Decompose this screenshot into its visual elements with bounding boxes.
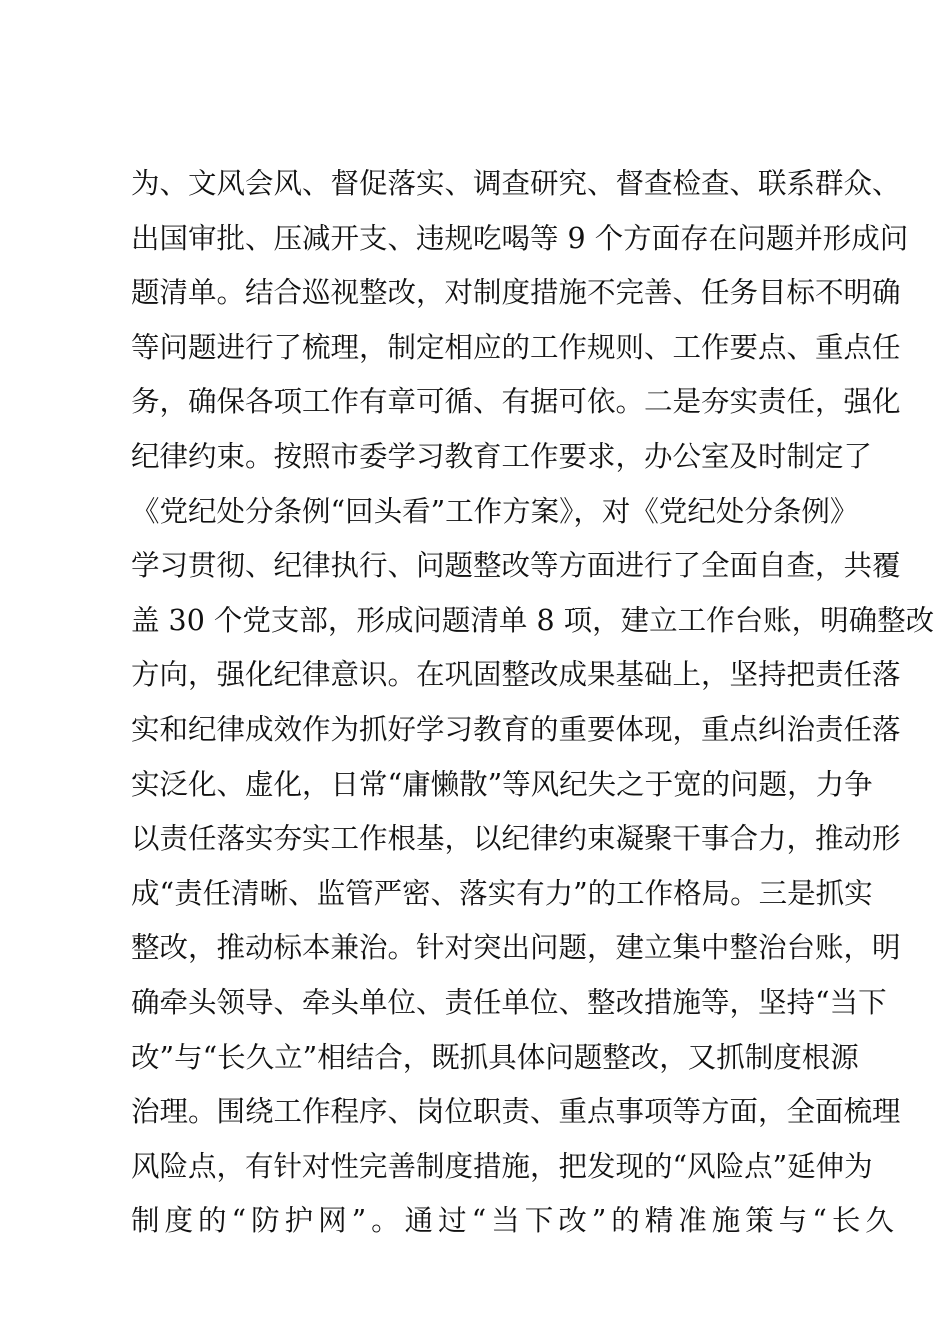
text-line: 实和纪律成效作为抓好学习教育的重要体现，重点纠治责任落 [131,712,901,746]
text-line: 实泛化、虚化，日常“庸懒散”等风纪失之于宽的问题，力争 [131,767,873,801]
text-line: 制度的“防护网”。通过“当下改”的精准施策与“长久 [131,1204,899,1238]
text-line: 成“责任清晰、监管严密、落实有力”的工作格局。三是抓实 [131,876,873,910]
text-line: 等问题进行了梳理，制定相应的工作规则、工作要点、重点任 [131,330,901,364]
text-line: 以责任落实夯实工作根基，以纪律约束凝聚干事合力，推动形 [131,822,901,856]
text-line: 出国审批、压减开支、违规吃喝等 9 个方面存在问题并形成问 [131,221,909,255]
text-line: 题清单。结合巡视整改，对制度措施不完善、任务目标不明确 [131,276,901,310]
text-line: 纪律约束。按照市委学习教育工作要求，办公室及时制定了 [131,439,873,473]
text-line: 盖 30 个党支部，形成问题清单 8 项，建立工作台账，明确整改 [131,603,935,637]
text-line: 治理。围绕工作程序、岗位职责、重点事项等方面，全面梳理 [131,1095,901,1129]
text-line: 学习贯彻、纪律执行、问题整改等方面进行了全面自查，共覆 [131,549,901,583]
text-line: 确牵头领导、牵头单位、责任单位、整改措施等，坚持“当下 [131,985,887,1019]
text-line: 风险点，有针对性完善制度措施，把发现的“风险点”延伸为 [131,1149,873,1183]
text-line: 改”与“长久立”相结合，既抓具体问题整改，又抓制度根源 [131,1040,859,1074]
text-line: 整改，推动标本兼治。针对突出问题，建立集中整治台账，明 [131,931,901,965]
text-line: 《党纪处分条例“回头看”工作方案》，对《党纪处分条例》 [131,494,859,528]
text-line: 方向，强化纪律意识。在巩固整改成果基础上，坚持把责任落 [131,658,901,692]
text-line: 务，确保各项工作有章可循、有据可依。二是夯实责任，强化 [131,385,901,419]
text-line: 为、文风会风、督促落实、调查研究、督查检查、联系群众、 [131,167,901,200]
body-text [131,157,935,1249]
